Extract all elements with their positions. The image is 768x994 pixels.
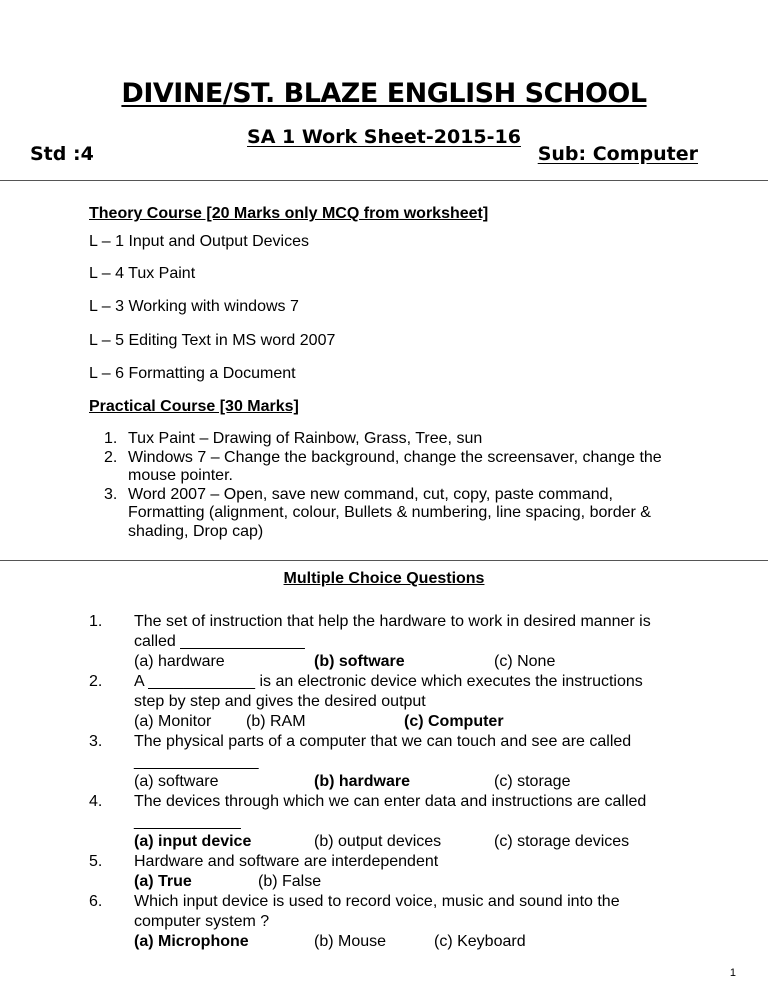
option-correct: (a) Microphone [134, 933, 249, 950]
options [134, 712, 739, 732]
school-name: DIVINE/ST. BLAZE ENGLISH SCHOOL [121, 78, 647, 109]
question: 4. The devices through which we can enter data and instructions are called ____________ (a) input device (b) output devices (c) storage devices [89, 792, 739, 852]
theory-heading: Theory Course [20 Marks only MCQ from worksheet] [89, 205, 489, 222]
practical-item: 3. Word 2007 – Open, save new command, cut, copy, paste command, Formatting (alignment, colour, Bullets & numbering, line spacing, border & shading, Drop cap) [104, 485, 651, 540]
lesson-item: L – 1 Input and Output Devices [89, 233, 309, 250]
options [134, 652, 739, 672]
mcq-title: Multiple Choice Questions [283, 570, 485, 587]
option: (c) None [494, 653, 556, 670]
practical-list [104, 430, 744, 541]
options [134, 772, 739, 792]
option-correct: (a) True [134, 873, 192, 890]
option: (c) storage devices [494, 833, 630, 850]
option: (b) False [258, 873, 322, 890]
worksheet-title: SA 1 Work Sheet-2015-16 [247, 126, 521, 148]
option: (b) RAM [246, 713, 306, 730]
option-correct: (b) hardware [314, 773, 411, 790]
divider [0, 180, 768, 181]
option: (a) software [134, 773, 219, 790]
option-correct: (a) input device [134, 833, 252, 850]
practical-heading: Practical Course [30 Marks] [89, 398, 299, 415]
divider [0, 560, 768, 561]
option-correct: (b) software [314, 653, 405, 670]
question: 1. The set of instruction that help the hardware to work in desired manner is called ______________ (a) hardware (b) software (c) None [89, 612, 739, 672]
option: (b) output devices [314, 833, 442, 850]
question: 2. A ____________ is an electronic device which executes the instructions step by step and gives the desired output (a) Monitor (b) RAM (c) Computer [89, 672, 739, 732]
option: (c) storage [494, 773, 571, 790]
lesson-item: L – 3 Working with windows 7 [89, 298, 299, 315]
question: 5. Hardware and software are interdependent (a) True (b) False [89, 852, 739, 892]
option-correct: (c) Computer [404, 713, 504, 730]
option: (a) Monitor [134, 713, 212, 730]
lesson-item: L – 4 Tux Paint [89, 265, 196, 282]
options [134, 872, 739, 892]
option: (c) Keyboard [434, 933, 526, 950]
lesson-item: L – 6 Formatting a Document [89, 365, 296, 382]
options [134, 932, 739, 952]
standard-label: Std :4 [30, 143, 94, 165]
question: 6. Which input device is used to record voice, music and sound into the computer system ? (a) Microphone (b) Mouse (c) Keyboard [89, 892, 739, 952]
practical-item: 1. Tux Paint – Drawing of Rainbow, Grass, Tree, sun [104, 430, 483, 447]
page-number: 1 [729, 967, 736, 979]
subject-label: Sub: Computer [537, 143, 698, 165]
question: 3. The physical parts of a computer that we can touch and see are called ______________ (a) software (b) hardware (c) storage [89, 732, 739, 792]
practical-item: 2. Windows 7 – Change the background, change the screensaver, change the mouse pointer. [104, 448, 662, 484]
option: (a) hardware [134, 653, 225, 670]
options [134, 832, 739, 852]
option: (b) Mouse [314, 933, 387, 950]
lesson-item: L – 5 Editing Text in MS word 2007 [89, 332, 336, 349]
